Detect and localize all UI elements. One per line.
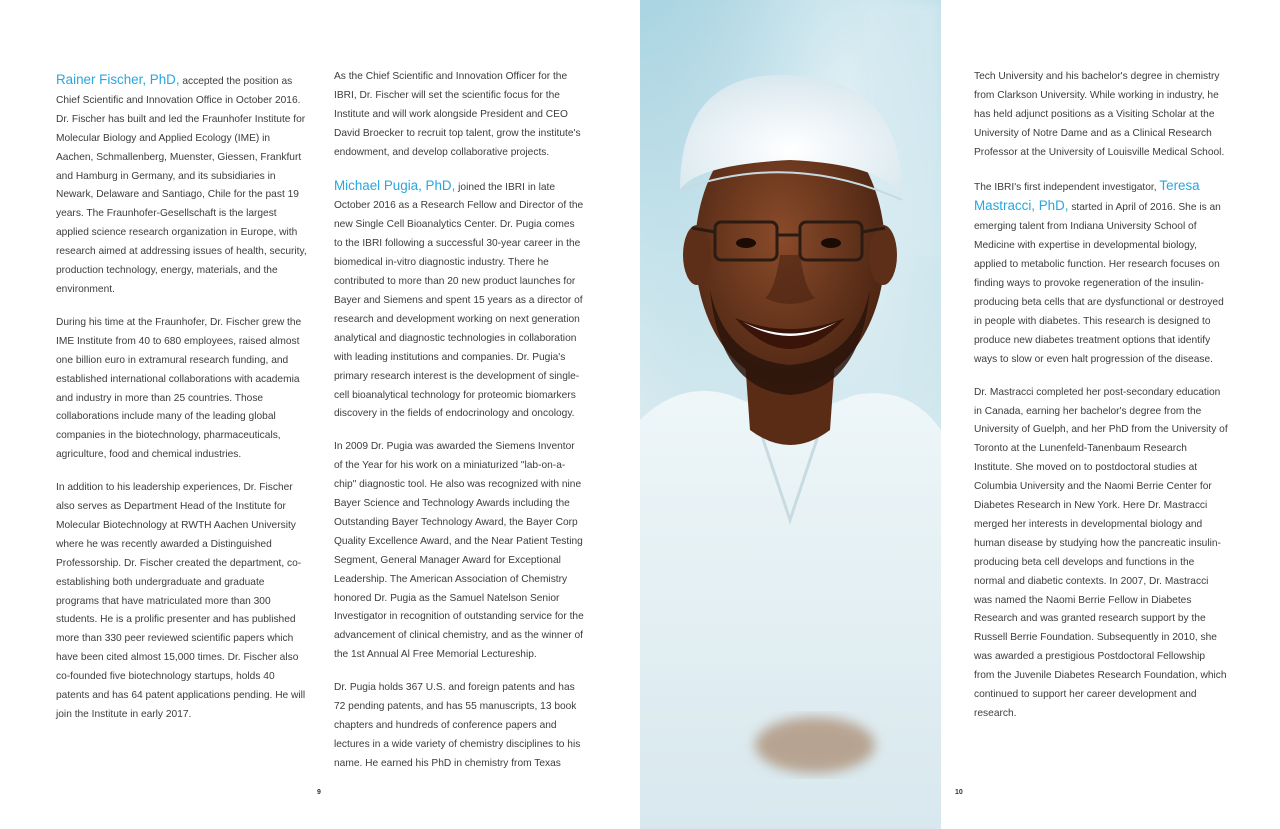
pugia-intro-text: joined the IBRI in late October 2016 as a Research Fellow and Director of the new Single Cell Bioanalytics Center. Dr. Pugia comes to the IBRI following a successful 30-year career in the biomedical in-vitro diagnostic industry. There he contributed to more than 20 new product launches for Bayer and Siemens and spent 15 years as a director of research and development working on next generation analytical and diagnostic technologies in collaboration with leading institutions and companies. Dr. Pugia's primary research interest is the development of single-cell bioanalytical technology for proteomic biomarkers discovery in the fields of endocrinology and oncology.	[334, 181, 584, 420]
mastracci-name: Teresa Mastracci, PhD,	[974, 177, 1200, 214]
pugia-education-paragraph: Tech University and his bachelor's degree in chemistry from Clarkson University. While working in industry, he has held adjunct positions as a Visiting Scholar at the University of Notre Dame and as a Clinical Research Professor at the University of Louisville Medical School.	[974, 71, 1225, 158]
mastracci-education-paragraph: Dr. Mastracci completed her post-secondary education in Canada, earning her bachelor's degree from the University of Guelph, and her PhD from the University of Toronto at the Lunenfeld-Tanenbaum Research Institute. She moved on to postdoctoral studies at Columbia University and the Naomi Berrie Center for Diabetes Research in New York. Here Dr. Mastracci merged her interests in developmental biology and human disease by studying how the pancreatic insulin-producing beta cell develops and functions in the normal and diabetic contexts. In 2007, Dr. Mastracci was named the Naomi Berrie Fellow in Diabetes Research and was granted research support by the Russell Berrie Foundation. Subsequently in 2010, she was awarded a prestigious Postdoctoral Fellowship from the Juvenile Diabetes Research Foundation, which continued to support her career development and research.	[974, 386, 1228, 719]
pugia-intro-paragraph	[334, 177, 584, 425]
pugia-name: Michael Pugia, PhD,	[334, 177, 456, 193]
pugia-patents-paragraph: Dr. Pugia holds 367 U.S. and foreign patents and has 72 pending patents, and has 55 manuscripts, 13 book chapters and hundreds of conference papers and lectures in a wide variety of chemistry disciplines to his name. He earned his PhD in chemistry from Texas	[334, 682, 581, 769]
mastracci-lead-text: The IBRI's first independent investigator,	[974, 181, 1160, 193]
mastracci-intro-text: started in April of 2016. She is an emerging talent from Indiana University School of Medicine with expertise in developmental biology, applied to metabolic function. Her research focuses on finding ways to provoke regeneration of the insulin-producing beta cells that are dysfunctional or destroyed in people with diabetes. This research is designed to produce new diabetes treatment options that identify ways to slow or even halt progression of the disease.	[974, 202, 1224, 365]
portrait-illustration	[640, 0, 941, 829]
fischer-leadership-paragraph: In addition to his leadership experiences, Dr. Fischer also serves as Department Head of the Institute for Molecular Biotechnology at RWTH Aachen University where he was recently awarded a Distinguished Professorship. Dr. Fischer created the department, co-establishing both undergraduate and graduate programs that have matriculated more than 300 students. He is a prolific presenter and has published more than 330 peer reviewed scientific papers which have been cited almost 15,000 times. Dr. Fischer also co-founded five biotechnology startups, holds 40 patents and has 64 patent applications pending. He will join the Institute in early 2017.	[56, 482, 306, 720]
fischer-role-paragraph: As the Chief Scientific and Innovation Officer for the IBRI, Dr. Fischer will set the scientific focus for the Institute and will work alongside President and CEO David Broecker to recruit top talent, grow the institute's endowment, and develop collaborative projects.	[334, 71, 581, 158]
pugia-awards-paragraph: In 2009 Dr. Pugia was awarded the Siemens Inventor of the Year for his work on a miniaturized "lab-on-a-chip" diagnostic tool. He also was recognized with nine Bayer Science and Technology Awards including the Outstanding Bayer Technology Award, the Bayer Corp Quality Excellence Award, and the Near Patient Testing Segment, General Manager Award for Exceptional Leadership. The American Association of Chemistry honored Dr. Pugia as the Samuel Natelson Senior Investigator in recognition of outstanding service for the advancement of clinical chemistry, and as the winner of the 1st Annual Al Free Memorial Lectureship.	[334, 441, 584, 661]
fischer-name: Rainer Fischer, PhD,	[56, 72, 180, 87]
portrait-photo	[640, 0, 941, 829]
middle-column	[334, 68, 584, 788]
page-number-right: 10	[955, 789, 963, 796]
page-number-left: 9	[317, 789, 321, 796]
fischer-fraunhofer-paragraph: During his time at the Fraunhofer, Dr. Fischer grew the IME Institute from 40 to 680 employees, raised almost one billion euro in extramural research funding, and established international collaborations with academia and industry in more than 25 countries. Those collaborations include many of the leading global companies in the biotechnology, pharmaceuticals, agriculture, food and chemical industries.	[56, 316, 302, 461]
right-column	[974, 68, 1228, 738]
fischer-intro-text: accepted the position as Chief Scientific and Innovation Office in October 2016. Dr. Fischer has built and led the Fraunhofer Institute for Molecular Biology and Applied Ecology (IME) in Aachen, Schmallenberg, Muenster, Giessen, Frankfurt and Hamburg in Germany, and its subsidiaries in Newark, Delaware and Santiago, Chile for the past 19 years. The Fraunhofer-Gesellschaft is the largest applied science research organization in Europe, with research aimed at addressing issues of health, security, production technology, energy, materials, and the environment.	[56, 76, 307, 295]
left-column	[56, 71, 308, 739]
fischer-intro-paragraph	[56, 71, 308, 300]
mastracci-intro-paragraph	[974, 177, 1228, 370]
